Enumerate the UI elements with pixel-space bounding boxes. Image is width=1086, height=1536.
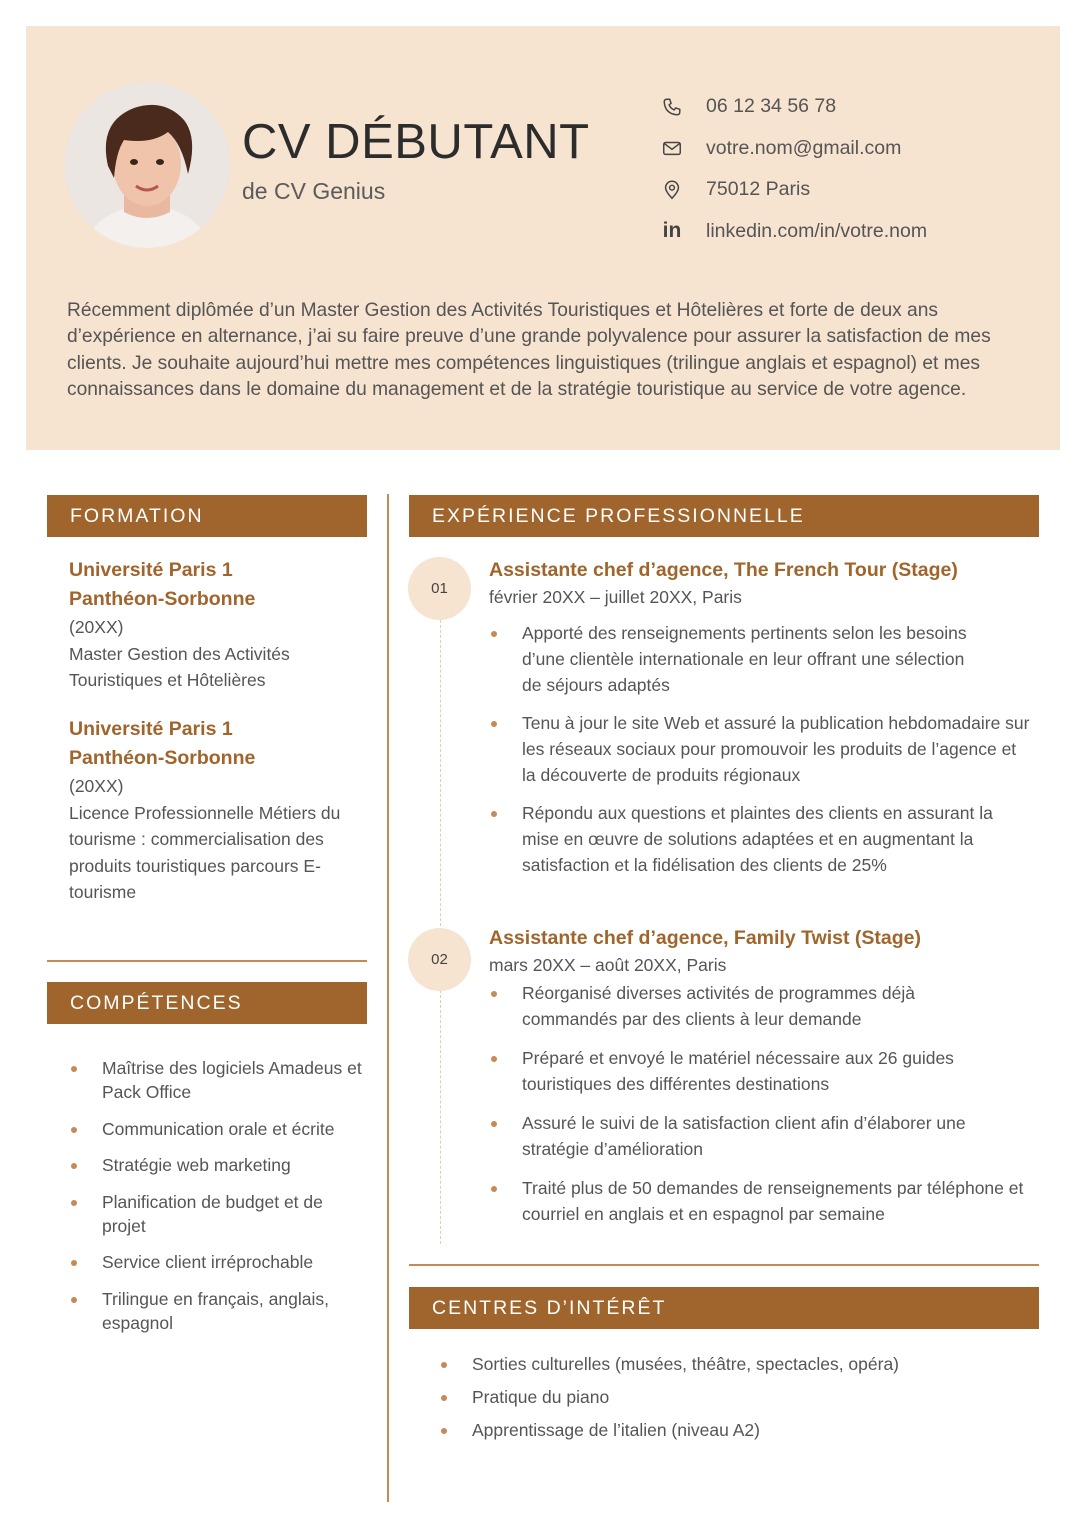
education-year: (20XX)	[69, 776, 124, 796]
job-bullets	[489, 980, 1034, 1227]
cv-header	[26, 26, 1060, 450]
contact-address	[658, 169, 927, 211]
job-bullets	[489, 620, 1034, 878]
bullet-icon	[491, 811, 497, 817]
job-entry	[489, 924, 1034, 1227]
cv-subtitle: de CV Genius	[242, 178, 386, 204]
skills-list	[69, 1056, 369, 1347]
school-name: Panthéon-Sorbonne	[69, 588, 256, 610]
interests-heading: CENTRES D’INTÉRÊT	[409, 1287, 1039, 1329]
list-item: Pratique du piano	[439, 1381, 1029, 1414]
education-item	[69, 715, 369, 906]
contact-phone	[658, 86, 927, 128]
job-entry	[489, 556, 1034, 878]
list-item: Planification de budget et de projet	[69, 1190, 369, 1238]
section-divider	[47, 960, 367, 962]
bullet-icon	[491, 721, 497, 727]
contact-list	[658, 86, 927, 252]
bullet-icon	[441, 1362, 447, 1368]
timeline-line	[440, 990, 441, 1244]
education-degree: Licence Professionnelle Métiers du tourisme : commercialisation des produits touristiques parcours E-tourisme	[69, 802, 341, 902]
list-item: Apporté des renseignements pertinents selon les besoins d’une clientèle internationale en leur offrant une sélection de séjours adaptés	[489, 620, 969, 698]
cv-title: CV DÉBUTANT	[242, 115, 590, 169]
profile-summary: Récemment diplômée d’un Master Gestion des Activités Touristiques et Hôtelières et forte de deux ans d’expérience en alternance, j’ai su faire preuve d’une grande polyvalence pour assurer la satisfaction de mes clients. Je souhaite aujourd’hui mettre mes compétences linguistiques (trilingue anglais et espagnol) et mes connaissances dans le domaine du management et de la stratégie touristique au service de votre agence.	[67, 300, 991, 401]
education-item	[69, 556, 369, 694]
school-name: Université Paris 1	[69, 559, 233, 581]
list-item: Traité plus de 50 demandes de renseignements par téléphone et courriel en anglais et en espagnol par semaine	[489, 1175, 1034, 1227]
mail-icon	[658, 134, 686, 162]
formation-heading: FORMATION	[47, 495, 367, 537]
experience-heading: EXPÉRIENCE PROFESSIONNELLE	[409, 495, 1039, 537]
contact-linkedin	[658, 211, 927, 253]
education-year: (20XX)	[69, 617, 124, 637]
bullet-icon	[491, 1121, 497, 1127]
bullet-icon	[71, 1200, 77, 1206]
phone-icon	[658, 93, 686, 121]
contact-address-text: 75012 Paris	[706, 178, 811, 201]
avatar-illustration	[64, 82, 230, 248]
bullet-icon	[71, 1066, 77, 1072]
list-item: Préparé et envoyé le matériel nécessaire aux 26 guides touristiques des différentes destinations	[489, 1045, 979, 1097]
job-number-badge: 01	[408, 557, 471, 620]
bullet-icon	[491, 1186, 497, 1192]
bullet-icon	[491, 1056, 497, 1062]
contact-email	[658, 128, 927, 170]
profile-photo	[64, 82, 230, 248]
bullet-icon	[71, 1297, 77, 1303]
bullet-icon	[71, 1260, 77, 1266]
list-item: Tenu à jour le site Web et assuré la publication hebdomadaire sur les réseaux sociaux pour promouvoir les produits de l’agence et la découverte de produits régionaux	[489, 710, 1034, 788]
column-divider	[387, 494, 389, 1502]
school-name: Université Paris 1	[69, 718, 233, 740]
school-name: Panthéon-Sorbonne	[69, 747, 256, 769]
job-date: mars 20XX – août 20XX, Paris	[489, 955, 727, 975]
list-item: Répondu aux questions et plaintes des clients en assurant la mise en œuvre de solutions adaptées et en augmentant la satisfaction et la fidélisation des clients de 25%	[489, 800, 1034, 878]
list-item: Trilingue en français, anglais, espagnol	[69, 1287, 369, 1335]
job-number-badge: 02	[408, 928, 471, 991]
job-date: février 20XX – juillet 20XX, Paris	[489, 587, 742, 607]
bullet-icon	[491, 991, 497, 997]
list-item: Service client irréprochable	[69, 1250, 369, 1274]
timeline-line	[440, 620, 441, 926]
job-title: Assistante chef d’agence, The French Tour (Stage)	[489, 559, 958, 581]
contact-phone-text[interactable]: 06 12 34 56 78	[706, 95, 837, 118]
section-divider	[409, 1264, 1039, 1266]
list-item: Sorties culturelles (musées, théâtre, spectacles, opéra)	[439, 1348, 1029, 1381]
list-item: Stratégie web marketing	[69, 1153, 369, 1177]
list-item: Assuré le suivi de la satisfaction client afin d’élaborer une stratégie d’amélioration	[489, 1110, 994, 1162]
location-pin-icon	[658, 176, 686, 204]
list-item: Maîtrise des logiciels Amadeus et Pack Office	[69, 1056, 369, 1104]
linkedin-icon: in	[662, 219, 682, 243]
interests-list	[439, 1348, 1029, 1447]
competences-heading: COMPÉTENCES	[47, 982, 367, 1024]
list-item: Réorganisé diverses activités de programmes déjà commandés par des clients à leur demande	[489, 980, 959, 1032]
job-title: Assistante chef d’agence, Family Twist (Stage)	[489, 927, 922, 949]
education-degree: Master Gestion des Activités Touristiques et Hôtelières	[69, 643, 290, 690]
list-item: Communication orale et écrite	[69, 1117, 369, 1141]
contact-email-text[interactable]: votre.nom@gmail.com	[706, 136, 902, 159]
bullet-icon	[441, 1395, 447, 1401]
bullet-icon	[491, 631, 497, 637]
contact-linkedin-text[interactable]: linkedin.com/in/votre.nom	[706, 219, 928, 242]
bullet-icon	[71, 1127, 77, 1133]
list-item: Apprentissage de l’italien (niveau A2)	[439, 1414, 1029, 1447]
bullet-icon	[441, 1428, 447, 1434]
bullet-icon	[71, 1163, 77, 1169]
